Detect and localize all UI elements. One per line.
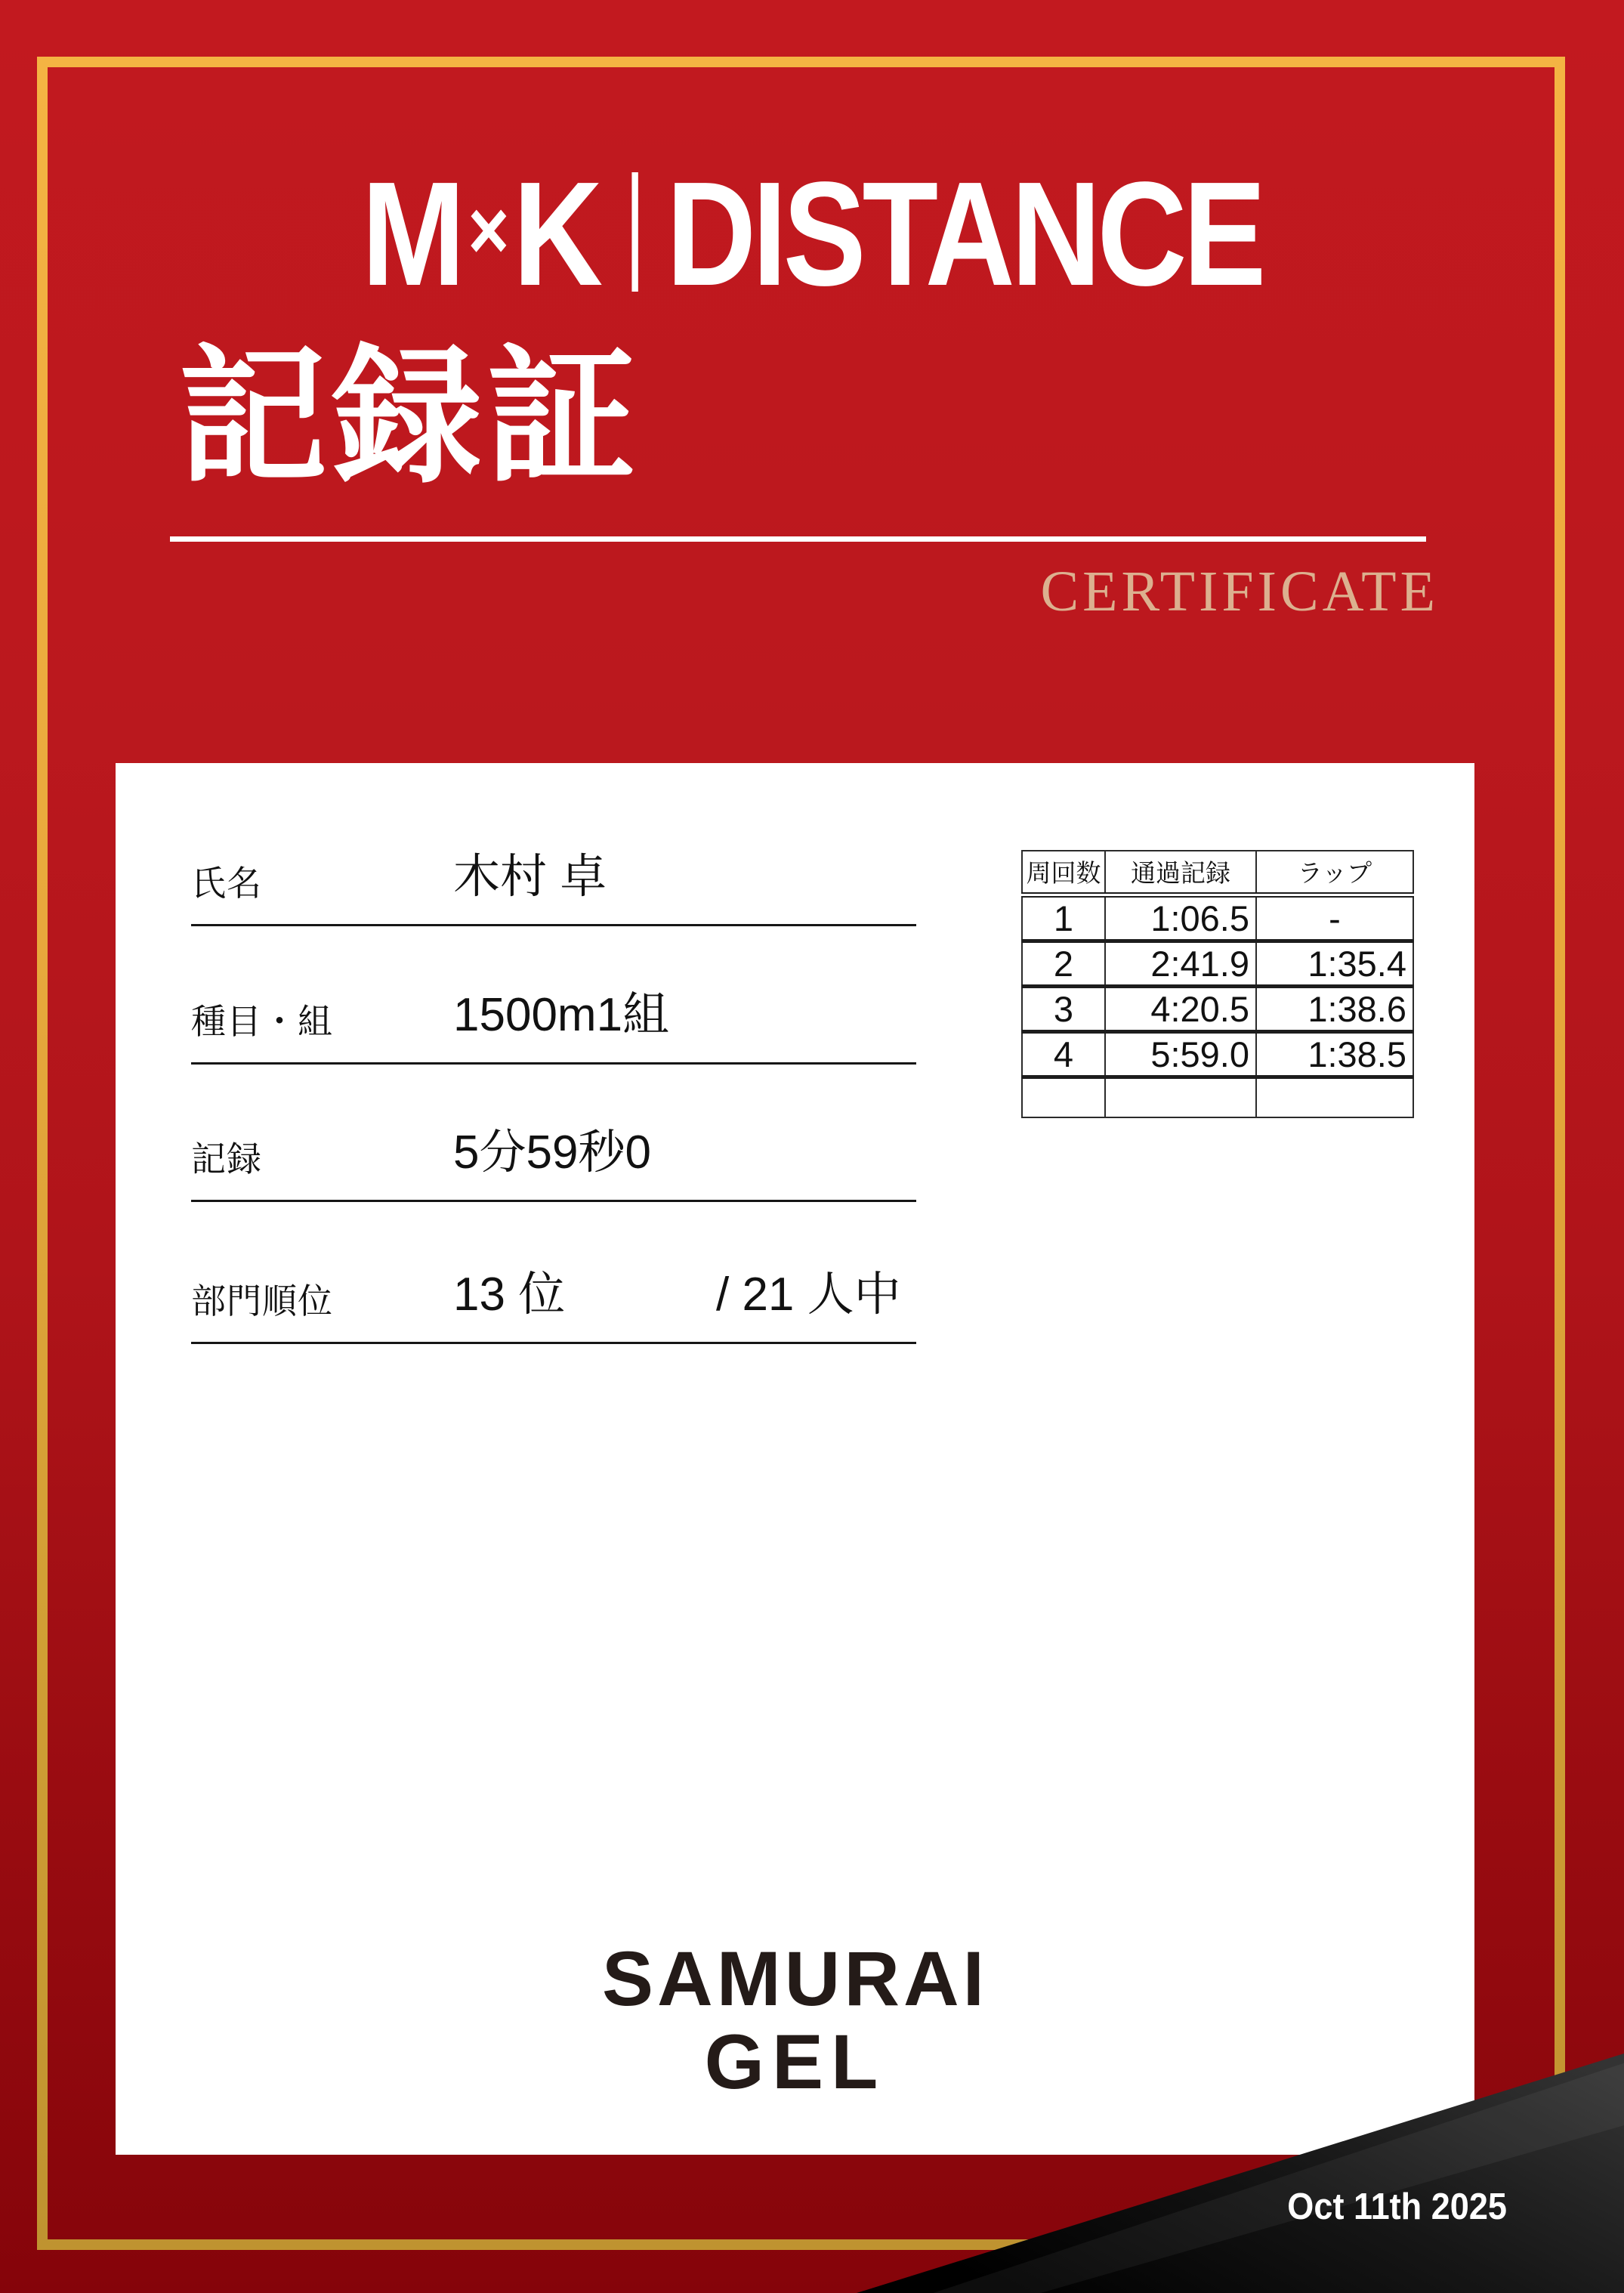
- table-row-empty: [1022, 1077, 1413, 1117]
- split-time-header: 通過記録: [1105, 851, 1256, 895]
- name-label: 氏名: [191, 864, 262, 903]
- certificate-title-japanese: 記録証: [178, 335, 641, 501]
- lap-number-cell: 3: [1022, 986, 1105, 1031]
- split-time-cell: 5:59.0: [1105, 1031, 1256, 1077]
- rank-total-value: / 21 人中: [716, 1269, 901, 1321]
- sponsor-logo-line1: SAMURAI: [602, 1936, 988, 2022]
- lap-number-cell: 1: [1022, 895, 1105, 941]
- logo-divider-bar: [632, 172, 638, 292]
- event-date: Oct 11th 2025: [1287, 2186, 1507, 2227]
- sponsor-logo: [116, 1936, 1474, 2105]
- lap-count-header: 周回数: [1022, 851, 1105, 895]
- name-value: 木村 卓: [453, 851, 607, 903]
- split-time-cell: 2:41.9: [1105, 941, 1256, 986]
- split-time-cell: 4:20.5: [1105, 986, 1256, 1031]
- table-row: [1022, 895, 1413, 941]
- split-time-cell: 1:06.5: [1105, 895, 1256, 941]
- logo-letter-m: M: [361, 151, 462, 317]
- lap-time-header: ラップ: [1256, 851, 1413, 895]
- field-row-rank: [191, 1255, 916, 1344]
- event-value: 1500m1組: [453, 989, 670, 1041]
- rank-value: 13 位: [453, 1269, 566, 1321]
- lap-number-cell: 2: [1022, 941, 1105, 986]
- logo-letter-k: K: [513, 151, 600, 317]
- event-label: 種目・組: [191, 1002, 333, 1041]
- lap-time-cell: [1256, 1077, 1413, 1117]
- certificate-subtitle-english: CERTIFICATE: [1040, 560, 1439, 623]
- logo-times-icon: ×: [468, 183, 510, 277]
- lap-table-header-row: [1022, 851, 1413, 895]
- lap-time-cell: 1:38.5: [1256, 1031, 1413, 1077]
- field-row-name: [191, 837, 916, 926]
- table-row: [1022, 941, 1413, 986]
- logo-word-distance: DISTANCE: [666, 151, 1263, 317]
- lap-time-cell: 1:35.4: [1256, 941, 1413, 986]
- lap-number-cell: 4: [1022, 1031, 1105, 1077]
- split-time-cell: [1105, 1077, 1256, 1117]
- lap-number-cell: [1022, 1077, 1105, 1117]
- rank-label: 部門順位: [191, 1281, 333, 1321]
- lap-time-cell: 1:38.6: [1256, 986, 1413, 1031]
- title-underline: [170, 536, 1426, 542]
- table-row: [1022, 1031, 1413, 1077]
- table-row: [1022, 986, 1413, 1031]
- lap-time-cell: -: [1256, 895, 1413, 941]
- field-row-event: [191, 975, 916, 1065]
- sponsor-logo-line2: GEL: [704, 2019, 886, 2105]
- field-row-record: [191, 1113, 916, 1202]
- certificate-card: [116, 763, 1474, 2155]
- record-value: 5分59秒0: [453, 1126, 651, 1179]
- record-label: 記録: [191, 1139, 262, 1179]
- lap-times-table: [1021, 850, 1414, 1118]
- event-logo: [130, 151, 1494, 317]
